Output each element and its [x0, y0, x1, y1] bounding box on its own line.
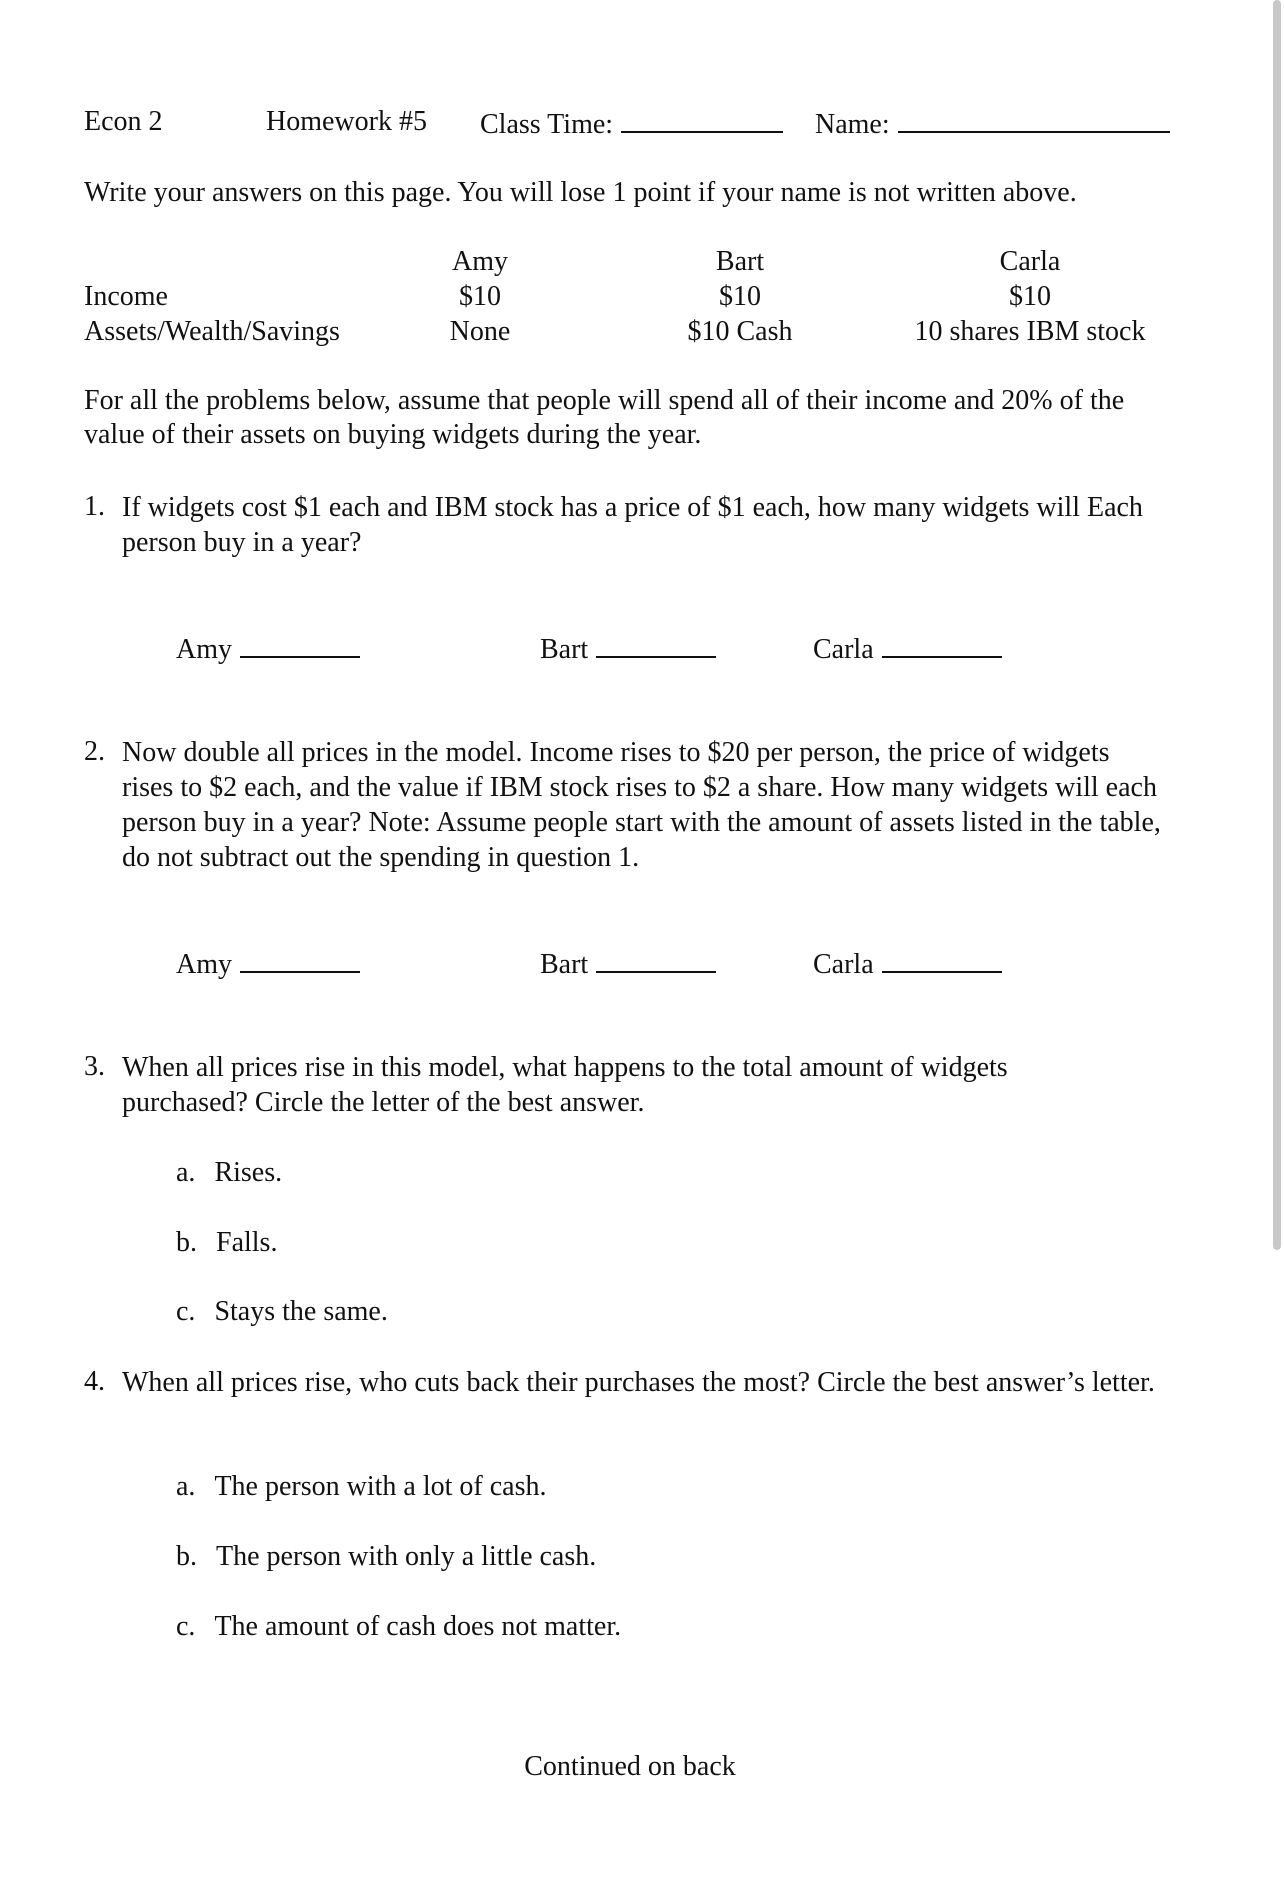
q1-answer-amy-label: Amy	[176, 634, 232, 665]
class-time-label: Class Time:	[480, 109, 614, 140]
q1-answer-amy	[176, 630, 360, 667]
q3-option-c-letter: c.	[176, 1296, 196, 1327]
question-3-text: When all prices rise in this model, what happens to the total amount of widgets purchased? Circle the letter of the best answer.	[122, 1052, 1008, 1118]
q4-option-b-letter: b.	[176, 1541, 197, 1572]
q3-option-c-text: Stays the same.	[214, 1296, 388, 1327]
name-label: Name:	[815, 109, 890, 140]
q4-option-c-letter: c.	[176, 1611, 196, 1642]
table-cell-assets-carla: 10 shares IBM stock	[914, 316, 1146, 347]
name-field	[815, 105, 1170, 142]
continued-footer: Continued on back	[524, 1751, 736, 1782]
q1-answer-bart-label: Bart	[540, 634, 589, 665]
q2-answer-amy	[176, 945, 360, 982]
q3-option-a-text: Rises.	[214, 1157, 283, 1188]
q4-option-c[interactable]	[176, 1610, 621, 1644]
q2-answer-carla	[813, 945, 1002, 982]
q2-answer-amy-blank[interactable]	[240, 945, 360, 973]
table-cell-income-carla: $10	[1009, 281, 1051, 312]
table-col-carla: Carla	[999, 246, 1061, 277]
q4-option-a[interactable]	[176, 1470, 546, 1504]
q2-answer-carla-label: Carla	[813, 949, 874, 980]
class-time-field	[480, 105, 783, 142]
q3-option-a[interactable]	[176, 1156, 282, 1190]
table-row-label-income: Income	[84, 281, 168, 312]
question-4-text: When all prices rise, who cuts back their purchases the most? Circle the best answer’s letter.	[122, 1367, 1155, 1398]
q2-answer-carla-blank[interactable]	[882, 945, 1002, 973]
q4-option-a-text: The person with a lot of cash.	[214, 1471, 547, 1502]
q3-option-c[interactable]	[176, 1295, 388, 1329]
question-1-text: If widgets cost $1 each and IBM stock has a price of $1 each, how many widgets will Each person buy in a year?	[122, 492, 1143, 558]
q1-answer-carla-blank[interactable]	[882, 630, 1002, 658]
q1-answer-carla-label: Carla	[813, 634, 874, 665]
q1-answer-bart	[540, 630, 716, 667]
table-row-label-assets: Assets/Wealth/Savings	[84, 316, 340, 347]
vertical-scrollbar[interactable]	[1270, 0, 1284, 1895]
q4-option-b-text: The person with only a little cash.	[216, 1541, 597, 1572]
assumption-paragraph: For all the problems below, assume that people will spend all of their income and 20% of the value of their assets on buying widgets during the year.	[84, 385, 1125, 450]
q2-answer-bart-label: Bart	[540, 949, 589, 980]
q2-answer-amy-label: Amy	[176, 949, 232, 980]
q2-answer-bart	[540, 945, 716, 982]
table-cell-income-bart: $10	[719, 281, 761, 312]
question-3-number: 3.	[84, 1051, 105, 1082]
q1-answer-bart-blank[interactable]	[596, 630, 716, 658]
q3-option-b[interactable]	[176, 1226, 277, 1260]
table-cell-assets-bart: $10 Cash	[687, 316, 793, 347]
question-4-number: 4.	[84, 1366, 105, 1397]
table-cell-assets-amy: None	[449, 316, 511, 347]
question-2-number: 2.	[84, 736, 105, 767]
question-1-number: 1.	[84, 491, 105, 522]
table-col-bart: Bart	[715, 246, 765, 277]
q4-option-c-text: The amount of cash does not matter.	[214, 1611, 622, 1642]
course-label: Econ 2	[84, 106, 163, 137]
instructions: Write your answers on this page. You will lose 1 point if your name is not written above.	[84, 177, 1077, 208]
q3-option-b-text: Falls.	[216, 1227, 278, 1258]
q3-option-b-letter: b.	[176, 1227, 197, 1258]
q3-option-a-letter: a.	[176, 1157, 196, 1188]
q4-option-b[interactable]	[176, 1540, 596, 1574]
homework-label: Homework #5	[266, 106, 427, 137]
table-col-amy: Amy	[452, 246, 508, 277]
name-blank[interactable]	[898, 105, 1170, 133]
class-time-blank[interactable]	[621, 105, 783, 133]
q4-option-a-letter: a.	[176, 1471, 196, 1502]
q1-answer-carla	[813, 630, 1002, 667]
q1-answer-amy-blank[interactable]	[240, 630, 360, 658]
table-cell-income-amy: $10	[459, 281, 501, 312]
q2-answer-bart-blank[interactable]	[596, 945, 716, 973]
question-2-text: Now double all prices in the model. Income rises to $20 per person, the price of widgets rises to $2 each, and the value if IBM stock rises to $2 a share. How many widgets will each person buy in a year? Note: Assume people start with the amount of assets listed in the table, do not subtract out the spending in question 1.	[122, 737, 1161, 873]
scrollbar-thumb[interactable]	[1273, 0, 1281, 1250]
